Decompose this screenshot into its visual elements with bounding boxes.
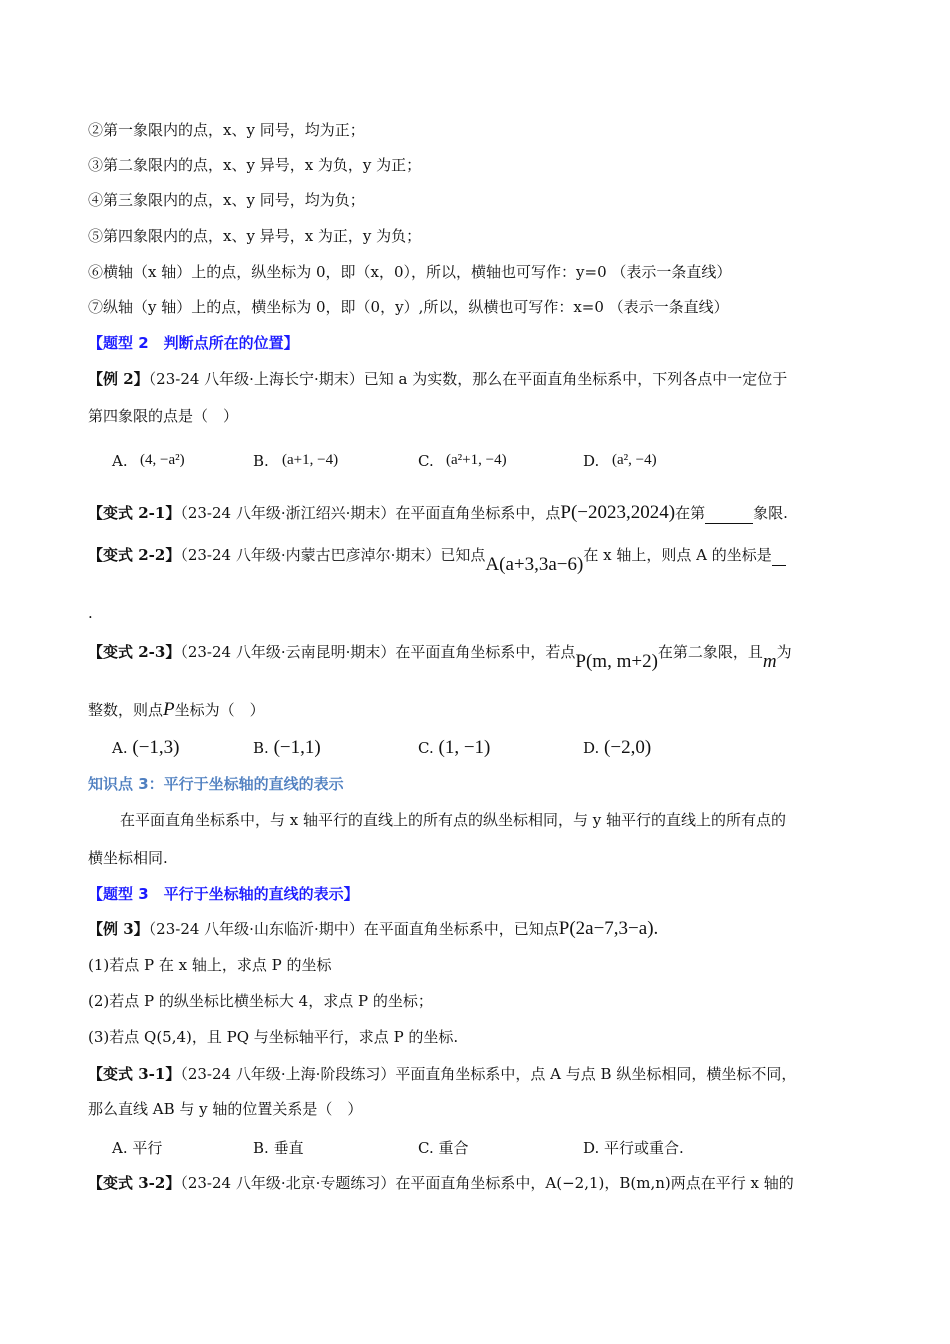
question-tag: 【变式 2-1】: [88, 504, 181, 522]
knowledge-item: ②第一象限内的点，x、y 同号，均为正；: [88, 121, 365, 139]
sub-question-3: (3)若点 Q(5,4)，且 PQ 与坐标轴平行，求点 P 的坐标.: [88, 1028, 459, 1046]
question-source: （23-24 八年级·云南昆明·期末）: [180, 643, 396, 661]
option-c: C.: [418, 452, 434, 470]
variant-2-2: 【变式 2-2】（23-24 八年级·内蒙古巴彦淖尔·期末）已知点A(a+3,3a−6)在 x 轴上，则点 A 的坐标是: [88, 545, 786, 566]
sub-question-2: (2)若点 P 的纵坐标比横坐标大 4，求点 P 的坐标；: [88, 992, 433, 1010]
knowledge-heading: 知识点 3：平行于坐标轴的直线的表示: [88, 775, 344, 793]
section-heading: 【题型 2 判断点所在的位置】: [88, 334, 299, 352]
answer-blank[interactable]: [772, 545, 786, 566]
question-source: （23-24 八年级·山东临沂·期中）: [148, 920, 364, 938]
question-tag: 【变式 3-1】: [88, 1065, 181, 1083]
example-3: 【例 3】（23-24 八年级·山东临沂·期中）在平面直角坐标系中，已知点P(2a−7,3−a).: [88, 918, 659, 939]
option-c: C. (1, −1): [418, 737, 491, 758]
math-point: P(m, m+2): [575, 651, 658, 672]
math-point: A(a+3,3a−6): [485, 554, 584, 575]
question-tag: 【例 2】: [88, 370, 149, 388]
option-b: B.: [253, 452, 269, 470]
knowledge-item: ⑤第四象限内的点，x、y 异号，x 为正，y 为负；: [88, 227, 422, 245]
question-source: （23-24 八年级·浙江绍兴·期末）: [180, 504, 396, 522]
question-source: （23-24 八年级·内蒙古巴彦淖尔·期末）: [180, 546, 441, 564]
knowledge-item: ③第二象限内的点，x、y 异号，x 为负，y 为正；: [88, 156, 422, 174]
knowledge-paragraph: 在平面直角坐标系中，与 x 轴平行的直线上的所有点的纵坐标相同，与 y 轴平行的直线上的所有点的: [120, 811, 787, 829]
line-tail: .: [88, 604, 93, 622]
question-tag: 【例 3】: [88, 920, 149, 938]
question-source: （23-24 八年级·上海长宁·期末）: [148, 370, 364, 388]
option-a: A. 平行: [112, 1139, 163, 1157]
answer-blank[interactable]: [705, 503, 753, 524]
option-d-value: (a², −4): [612, 452, 657, 468]
option-b-value: (a+1, −4): [282, 452, 339, 468]
math-point: P(2a−7,3−a).: [558, 918, 659, 939]
question-tag: 【变式 3-2】: [88, 1174, 181, 1192]
section-heading: 【题型 3 平行于坐标轴的直线的表示】: [88, 885, 359, 903]
option-a: A.: [112, 452, 128, 470]
variant-2-3: 【变式 2-3】（23-24 八年级·云南昆明·期末）在平面直角坐标系中，若点P(m, m+2)在第二象限，且m为: [88, 643, 792, 672]
option-a-value: (4, −a²): [140, 452, 185, 468]
option-d: D. 平行或重合.: [583, 1139, 684, 1157]
question-text: 第四象限的点是（ ）: [88, 407, 239, 425]
question-text: 整数，则点P坐标为（ ）: [88, 699, 265, 720]
option-d: D.: [583, 452, 600, 470]
question-source: （23-24 八年级·上海·阶段练习）: [180, 1065, 396, 1083]
variant-2-1: 【变式 2-1】（23-24 八年级·浙江绍兴·期末）在平面直角坐标系中，点P(−2023,2024)在第 象限.: [88, 502, 788, 523]
question-text: 那么直线 AB 与 y 轴的位置关系是（ ）: [88, 1100, 363, 1118]
option-b: B. (−1,1): [253, 737, 321, 758]
knowledge-item: ⑥横轴（x 轴）上的点，纵坐标为 0，即（x，0），所以，横轴也可写作：y=0 （表示一条直线）: [88, 263, 732, 281]
math-point: P(−2023,2024): [560, 502, 676, 523]
knowledge-item: ④第三象限内的点，x、y 同号，均为负；: [88, 191, 365, 209]
sub-question-1: (1)若点 P 在 x 轴上，求点 P 的坐标: [88, 956, 332, 974]
variant-3-1: 【变式 3-1】（23-24 八年级·上海·阶段练习）平面直角坐标系中，点 A 与点 B 纵坐标相同，横坐标不同，: [88, 1065, 797, 1083]
variant-3-2: 【变式 3-2】（23-24 八年级·北京·专题练习）在平面直角坐标系中，A(−2,1)，B(m,n)两点在平行 x 轴的: [88, 1174, 794, 1192]
option-a: A. (−1,3): [112, 737, 180, 758]
question-tag: 【变式 2-3】: [88, 643, 181, 661]
option-c-value: (a²+1, −4): [446, 452, 507, 468]
question-source: （23-24 八年级·北京·专题练习）: [180, 1174, 396, 1192]
option-d: D. (−2,0): [583, 737, 652, 758]
example-2: [88, 369, 787, 389]
option-c: C. 重合: [418, 1139, 469, 1157]
option-b: B. 垂直: [253, 1139, 304, 1157]
knowledge-paragraph: 横坐标相同.: [88, 849, 168, 867]
question-text: 已知 a 为实数，那么在平面直角坐标系中，下列各点中一定位于: [363, 370, 788, 388]
knowledge-item: ⑦纵轴（y 轴）上的点，横坐标为 0，即（0，y）,所以，纵横也可写作：x=0 （表示一条直线）: [88, 298, 729, 316]
question-tag: 【变式 2-2】: [88, 546, 181, 564]
